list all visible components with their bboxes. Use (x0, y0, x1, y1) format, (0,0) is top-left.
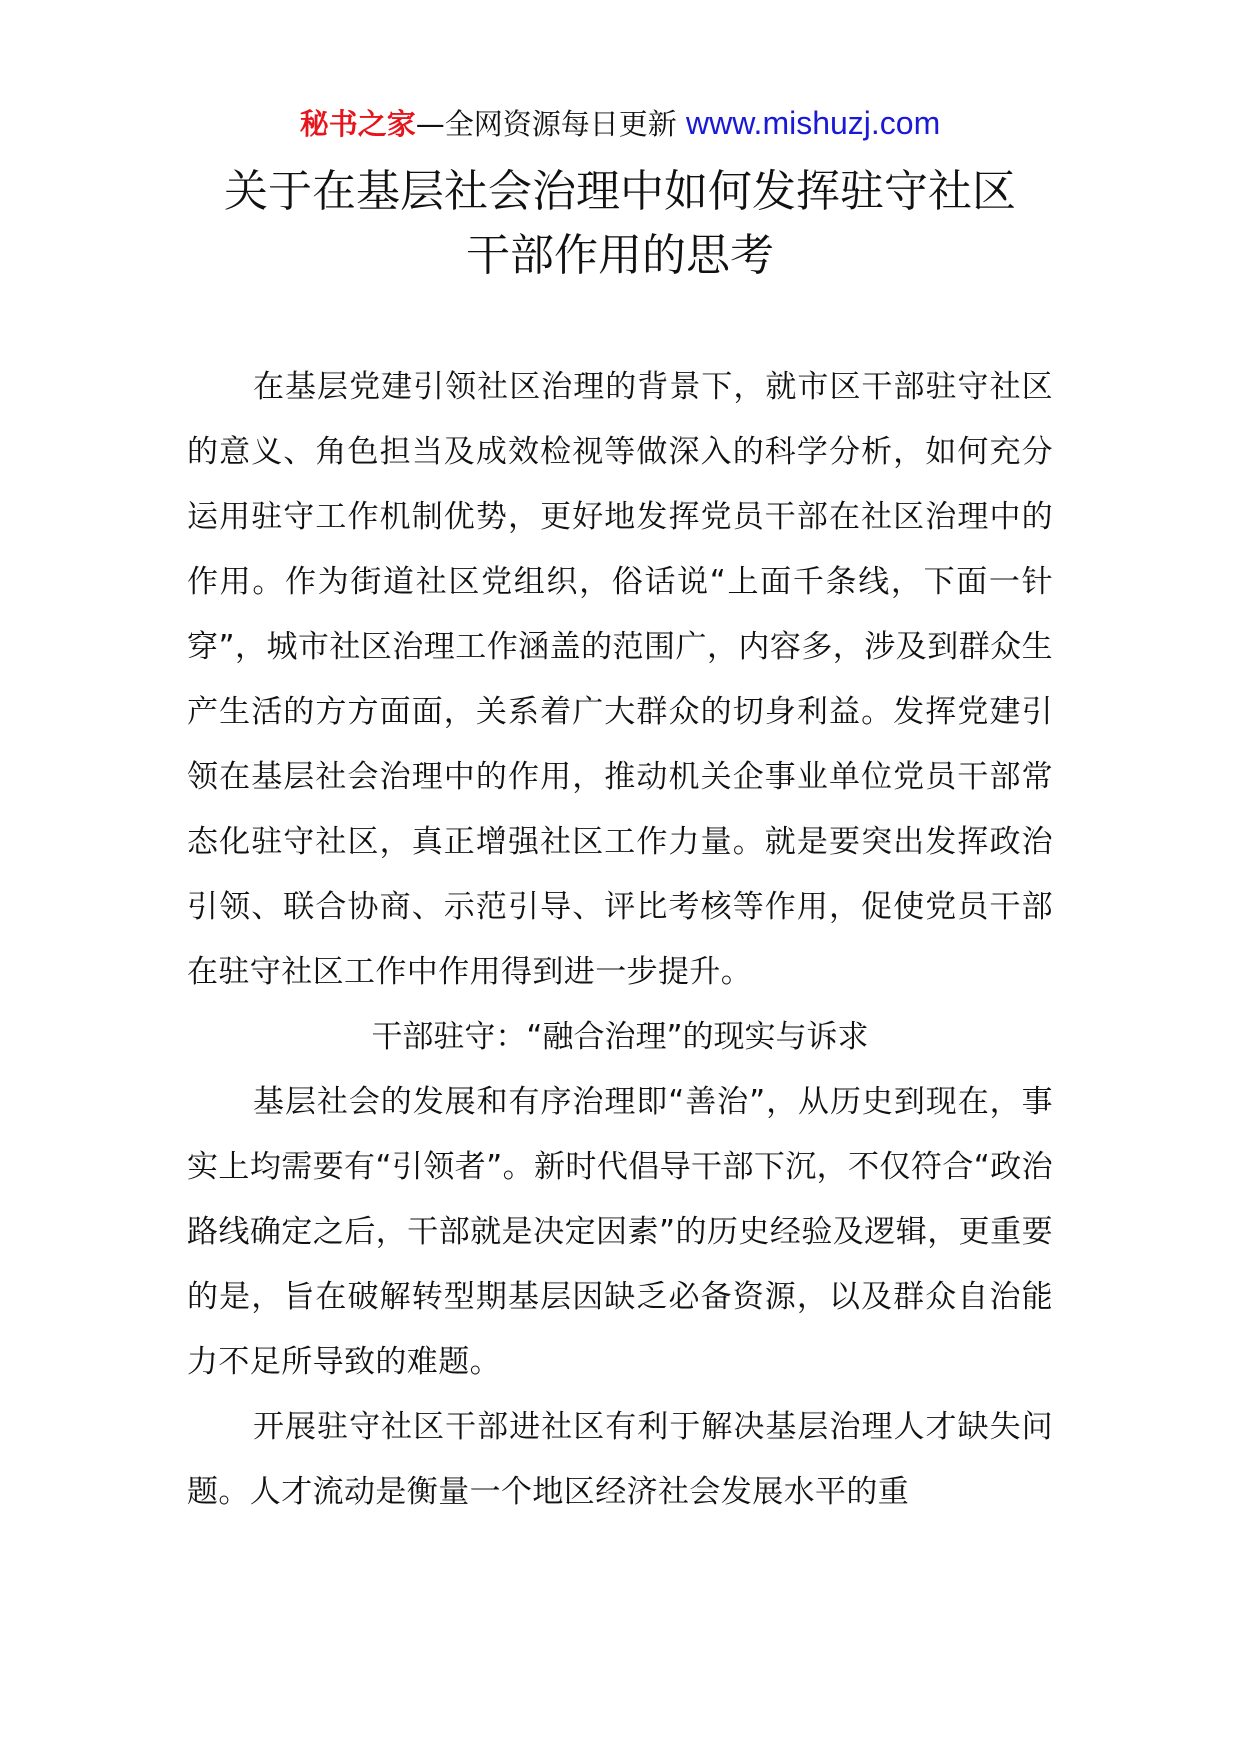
brand-name: 秘书之家 (299, 107, 416, 141)
header-tagline: —全网资源每日更新 (415, 107, 686, 141)
document-body (187, 355, 1053, 1525)
document-title (150, 160, 1090, 288)
body-paragraph: 基层社会的发展和有序治理即“善治”，从历史到现在，事实上均需要有“引领者”。新时代倡导干部下沉，不仅符合“政治路线确定之后，干部就是决定因素”的历史经验及逻辑，更重要的是，旨在破解转型期基层因缺乏必备资源，以及群众自治能力不足所导致的难题。 (187, 1084, 1053, 1380)
body-paragraph: 开展驻守社区干部进社区有利于解决基层治理人才缺失问题。人才流动是衡量一个地区经济社会发展水平的重 (187, 1409, 1053, 1510)
site-header (0, 101, 1240, 146)
body-paragraph: 在基层党建引领社区治理的背景下，就市区干部驻守社区的意义、角色担当及成效检视等做深入的科学分析，如何充分运用驻守工作机制优势，更好地发挥党员干部在社区治理中的作用。作为街道社区党组织，俗话说“上面千条线，下面一针穿”，城市社区治理工作涵盖的范围广，内容多，涉及到群众生产生活的方方面面，关系着广大群众的切身利益。发挥党建引领在基层社会治理中的作用，推动机关企事业单位党员干部常态化驻守社区，真正增强社区工作力量。就是要突出发挥政治引领、联合协商、示范引导、评比考核等作用，促使党员干部在驻守社区工作中作用得到进一步提升。 (187, 369, 1053, 990)
site-url-link[interactable]: www.mishuzj.com (685, 105, 941, 141)
document-title-line-1: 关于在基层社会治理中如何发挥驻守社区 (224, 166, 1016, 217)
section-heading: 干部驻守：“融合治理”的现实与诉求 (371, 1019, 869, 1055)
document-title-line-2: 干部作用的思考 (466, 230, 774, 281)
